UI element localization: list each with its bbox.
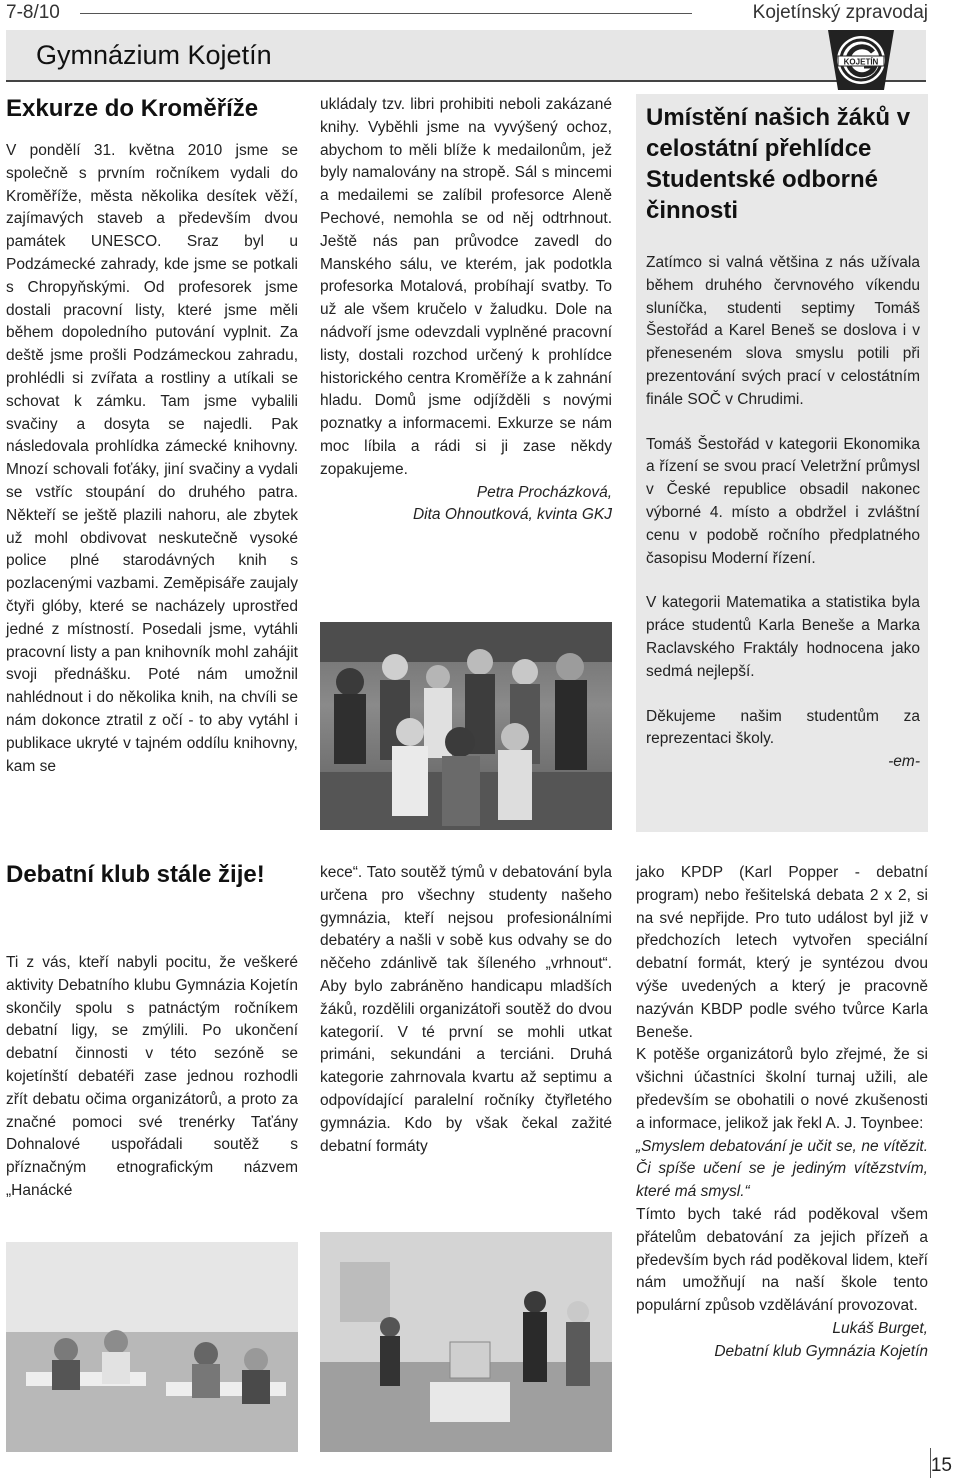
author-line: Petra Procházková, xyxy=(476,483,612,501)
photo-debate-room xyxy=(320,1232,612,1452)
logo-text: KOJETÍN xyxy=(843,57,879,67)
paragraph: V kategorii Matematika a statistika byla práce studentů Karla Beneše a Marka Raclavského Fraktály hodnocena jako sedmá nejlepší. xyxy=(646,594,920,680)
section-title: Gymnázium Kojetín xyxy=(36,40,272,70)
author-line: -em- xyxy=(888,753,920,771)
photo-illustration xyxy=(6,1242,298,1452)
issue-number: 7-8/10 xyxy=(6,2,60,23)
paragraph: K potěše organizátorů bylo zřejmé, že si všichni účastníci školní turnaj užili, ale především se obohatili o nové zkušenosti a informace, jelikož jak řekl A. J. Toynbee: xyxy=(636,1046,928,1132)
paragraph: jako KPDP (Karl Popper - debatní program) nebo řešitelská debata 2 x 2, si na své nepřijde. Pro tuto událost byl již v předchozích letech vytvořen speciální debatní formát, který je syntézou dvou výše uvedených a který je pracovně nazýván KBDP podle svého tvůrce Karla Beneše. xyxy=(636,864,928,1041)
article-debate-col3 xyxy=(636,862,928,1364)
photo-students-excursion xyxy=(320,622,612,830)
article-excursion-col1 xyxy=(6,140,298,778)
paragraph: Zatímco si valná většina z nás užívala během druhého červnového víkendu sluníčka, studenti septimy Tomáš Šestořád a Karel Beneš se doslova i v přeneseném slova smyslu potili při prezentování svých prací v celostátním finále SOČ v Chrudimi. xyxy=(646,254,920,408)
paragraph: ukládaly tzv. libri prohibiti neboli zakázané knihy. Vyběhli jsme na vyvýšený ochoz, abychom to měli blíže k medailonům, jež byly namalovány na stropě. Sál s mincemi a medailemi se zalíbil profesorce Aleně Pechové, nemohla se od něj odtrhnout. Ještě nás pan průvodce zavedl do Manského sálu, ve kterém, jak podotkla profesorka Motalová, probíhají svatby. To už ale všem kručelo v žaludku. Dole na nádvoří jsme odevzdali vyplněné pracovní listy, dostali rozchod určený k prohlídce historického centra Kroměříže a k zahnání hladu. Domů jsme odjížděli s novými poznatky a informacemi. Exkurze se nám moc líbila a rádi si ji zase někdy zopakujeme. xyxy=(320,96,612,478)
paragraph: V pondělí 31. května 2010 jsme se společně s prvním ročníkem vydali do Kroměříže, města několika desítek věží, zajímavých staveb a především dvou památek UNESCO. Sraz byl u Podzámecké zahrady, kde jsme se potkali s Chropyňskými. Od profesorek jsme dostali pracovní listy, které jsme měli během dopoledního putování vyplnit. Za deště jsme prošli Podzámeckou zahradu, prohlédli si zvířata a rostliny a utíkali se schovat k zámku. Tam jsme vybalili svačiny a dosyta se najedli. Pak následovala prohlídka zámecké knihovny. Mnozí schovali foťáky, jiní svačiny a vydali se vstříc stoupání do druhého patra. Někteří se ještě plazili nahoru, ale zbytek už mohl obdivovat neskutečně vysoké police plné starodávných knih s pozlacenými vazbami. Zeměpisáře zaujaly čtyři glóby, které se nacházely uprostřed jedné z místností. Posedali jsme, vytáhli pracovní listy a pan knihovník mohl zahájit svoji přednášku. Poté nám umožnil nahlédnout i do několika knih, na chvíli se nám dokonce ztratil z očí - to aby vytáhl i publikace ukryté v tajném oddílu knihovny, kam se xyxy=(6,142,298,775)
sidebar-title: Umístění našich žáků v celostátní přehlídce Studentské odborné činnosti xyxy=(646,104,911,224)
photo-illustration xyxy=(320,622,612,830)
paragraph: Tomáš Šestořád v kategorii Ekonomika a řízení se svou prací Veletržní průmysl v České republice obsadil nakonec výborné 4. místo a obdržel i zvláštní cenu v podobě ročního předplatného časopisu Moderní řízení. xyxy=(646,435,920,567)
paragraph: Děkujeme našim studentům za reprezentaci školy. xyxy=(646,707,920,748)
sidebar-soc-box xyxy=(636,94,928,832)
author-line: Dita Ohnoutková, kvinta GKJ xyxy=(412,506,612,524)
header-rule xyxy=(80,13,692,14)
author-line: Lukáš Burget, xyxy=(832,1319,928,1337)
paragraph: Tímto bych také rád poděkoval všem přátelům debatování za jejich přízeň a především bych rád poděkoval lidem, kteří nám umožňují na naší škole tento populární způsob vzdělávání provozovat. xyxy=(636,1205,928,1315)
quote: „Smyslem debatování je učit se, ne vítězit. Či spíše učení se je jediným vítězstvím, které má smysl.“ xyxy=(636,1137,928,1201)
publication-title: Kojetínský zpravodaj xyxy=(752,2,928,23)
paragraph: kece“. Tato soutěž týmů v debatování byla určena pro všechny studenty našeho gymnázia, kteří nejsou profesionálními debatéry a našli v sobě kus odvahy se do něčeho zdánlivě tak šíleného „vrhnout“. Aby bylo zabráněno handicapu mladších žáků, rozdělili organizátoři soutěž do dvou kategorií. V té první se mohli utkat primáni, sekundáni a terciáni. Druhá kategorie zahrnovala kvartu až septimu a odpovídající paralelní ročníky čtyřletého gymnázia. Kdo by však čekal zažité debatní formáty xyxy=(320,864,612,1155)
photo-classroom xyxy=(6,1242,298,1452)
article-debate-col2 xyxy=(320,862,612,1158)
photo-illustration xyxy=(320,1232,612,1452)
author-line: Debatní klub Gymnázia Kojetín xyxy=(714,1342,928,1360)
article-title-debate: Debatní klub stále žije! xyxy=(6,861,265,888)
school-logo xyxy=(824,26,898,94)
page-number: 15 xyxy=(930,1455,952,1476)
article-excursion-col2 xyxy=(320,94,612,527)
article-debate-col1 xyxy=(6,952,298,1203)
article-title-excursion: Exkurze do Kroměříže xyxy=(6,95,259,122)
paragraph: Ti z vás, kteří nabyli pocitu, že veškeré aktivity Debatního klubu Gymnázia Kojetín skončily spolu s patnáctým ročníkem debatní ligy, se zmýlili. Po ukončení debatní činnosti v této sezóně se kojetínští debatéři zase jednou rozhodli zřít debatu očima organizátorů, a proto za značné pomoci své trenérky Taťány Dohnalové uspořádali soutěž s příznačným etnografickým názvem „Hanácké xyxy=(6,954,298,1199)
sidebar-body xyxy=(646,252,920,796)
